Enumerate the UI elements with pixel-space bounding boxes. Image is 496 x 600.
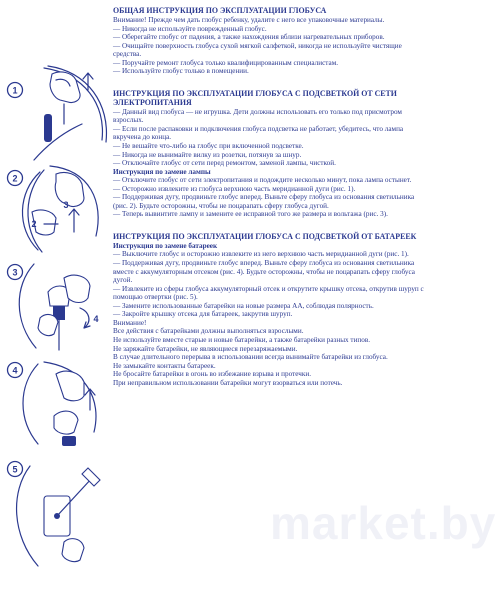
figure-3 xyxy=(4,258,108,354)
paragraph: — Поручайте ремонт глобуса только квалифицированным специалистам. xyxy=(113,58,339,67)
paragraph: При неправильном использовании батарейки могут взорваться или потечь. xyxy=(113,378,343,387)
paragraph: — Никогда не вынимайте вилку из розетки, потянув за шнур. xyxy=(113,150,302,159)
globe-sphere-edge xyxy=(19,264,36,348)
figure-4 xyxy=(4,358,108,454)
paragraph: Внимание! xyxy=(113,318,147,327)
figure-number: 2 xyxy=(12,173,18,184)
paragraph: Не заряжайте батарейки, не являющиеся перезаряжаемыми. xyxy=(113,344,298,353)
paragraph: — Отключите глобус от сети электропитания и подождите несколько минут, пока лампа остынет. xyxy=(113,176,412,185)
paragraph: — Отключайте глобус от сети перед ремонтом, заменой лампы, чисткой. xyxy=(113,159,336,168)
section-title: ОБЩАЯ ИНСТРУКЦИЯ ПО ЭКСПЛУАТАЦИИ ГЛОБУСА xyxy=(113,6,327,15)
paragraph: — Поддерживая дугу, продвиньте глобус вперед. Выньте сферу глобуса из основания светильника вместе с аккумуляторным отсеком (рис. 4). Будьте осторожны, чтобы не поцарапать сферу глобуса дугой. xyxy=(113,259,415,285)
paragraph: Внимание! Прежде чем дать глобус ребенку, удалите с него все упаковочные материалы. xyxy=(113,16,385,24)
section-mains-powered xyxy=(113,89,427,219)
paragraph: — Если после распаковки и подключения глобуса подсветка не работает, убедитесь, что лампа вкручена до конца. xyxy=(113,124,404,142)
hand-support-icon xyxy=(38,315,58,336)
callout-number: 3 xyxy=(63,200,69,210)
arrow-up-icon xyxy=(69,209,79,232)
paragraph: — Поддерживая дугу, продвиньте глобус вперед. Выньте сферу глобуса из основания светильника (рис. 2). Будьте осторожны, чтобы не поцарапать сферу глобуса дугой. xyxy=(113,193,415,210)
screwdriver-icon xyxy=(82,468,100,486)
subheading: Инструкция по замене лампы xyxy=(113,167,211,176)
figure-number: 4 xyxy=(12,365,18,376)
paragraph: — Оберегайте глобус от падения, а также нахождения вблизи нагревательных приборов. xyxy=(113,33,385,42)
callout-number: 4 xyxy=(93,314,99,324)
section-title: ИНСТРУКЦИЯ ПО ЭКСПЛУАТАЦИИ ГЛОБУСА С ПОДСВЕТКОЙ ОТ БАТАРЕЕК xyxy=(113,231,417,241)
paragraph: — Используйте глобус только в помещении. xyxy=(113,67,249,76)
paragraph: — Никогда не используйте поврежденный глобус. xyxy=(113,24,267,33)
paragraph: Не бросайте батарейки в огонь во избежание взрыва и протечки. xyxy=(113,370,311,379)
globe-sphere-edge xyxy=(17,466,38,566)
globe-sphere-edge xyxy=(34,124,82,160)
figure-5 xyxy=(4,456,108,576)
paragraph: Не используйте вместе старые и новые батарейки, а также батарейки разных типов. xyxy=(113,335,371,344)
hand-icon xyxy=(50,72,80,103)
instruction-text xyxy=(113,6,427,387)
figure-1-drawing xyxy=(4,60,108,164)
figure-2-drawing xyxy=(4,162,108,258)
paragraph: — Замените использованные батарейки на новые размера АА, соблюдая полярность. xyxy=(113,301,374,310)
figure-number: 5 xyxy=(12,464,18,475)
battery-compartment xyxy=(62,436,76,446)
paragraph: — Данный вид глобуса — не игрушка. Дети должны использовать его только под присмотром взрослых. xyxy=(113,107,402,125)
paragraph: — Не вешайте что-либо на глобус при включенной подсветке. xyxy=(113,142,304,151)
watermark: market.by xyxy=(270,497,496,549)
subheading: Инструкция по замене батареек xyxy=(113,241,218,250)
paragraph: — Выключите глобус и осторожно извлеките из него верхнюю часть меридианной дуги (рис. 1). xyxy=(113,250,409,259)
figure-number: 3 xyxy=(12,267,18,278)
paragraph: — Теперь вывинтите лампу и замените ее исправной того же размера и вольтажа (рис. 3). xyxy=(113,210,388,219)
section-title: ИНСТРУКЦИЯ ПО ЭКСПЛУАТАЦИИ ГЛОБУСА С ПОДСВЕТКОЙ ОТ СЕТИ ЭЛЕКТРОПИТАНИЯ xyxy=(113,88,397,107)
section-general xyxy=(113,6,427,76)
callout-number: 2 xyxy=(31,219,37,229)
section-battery-powered xyxy=(113,232,427,387)
figure-4-drawing xyxy=(4,358,108,454)
rotate-arrow-icon xyxy=(80,308,90,328)
figure-5-drawing xyxy=(4,456,108,576)
figure-1 xyxy=(4,60,108,164)
paragraph: — Очищайте поверхность глобуса сухой мягкой салфеткой, никогда не используйте чистящие средства. xyxy=(113,41,402,59)
figure-2 xyxy=(4,162,108,258)
arc-clip xyxy=(44,114,52,142)
paragraph: Не замыкайте контакты батареек. xyxy=(113,361,216,370)
illustration-column xyxy=(0,0,112,600)
paragraph: Все действия с батарейками должны выполняться взрослыми. xyxy=(113,327,304,336)
figure-number: 1 xyxy=(12,85,18,96)
hand-support-icon xyxy=(54,411,78,434)
paragraph: В случае длительного перерыва в использовании всегда вынимайте батарейки из глобуса. xyxy=(113,353,388,362)
paragraph: — Закройте крышку отсека для батареек, закрутив шуруп. xyxy=(113,310,293,319)
hand-icon xyxy=(64,275,90,302)
paragraph: — Извлеките из сферы глобуса аккумуляторный отсек и открутите крышку отсека, открутив шуруп с помощью отвертки (рис. 5). xyxy=(113,284,424,302)
hand-icon xyxy=(56,371,84,401)
hand-icon xyxy=(62,539,84,562)
paragraph: — Осторожно извлеките из глобуса верхнюю часть меридианной дуги (рис. 1). xyxy=(113,184,356,193)
meridian-arc xyxy=(23,364,38,444)
figure-3-drawing xyxy=(4,258,108,354)
hand-icon xyxy=(55,172,84,206)
